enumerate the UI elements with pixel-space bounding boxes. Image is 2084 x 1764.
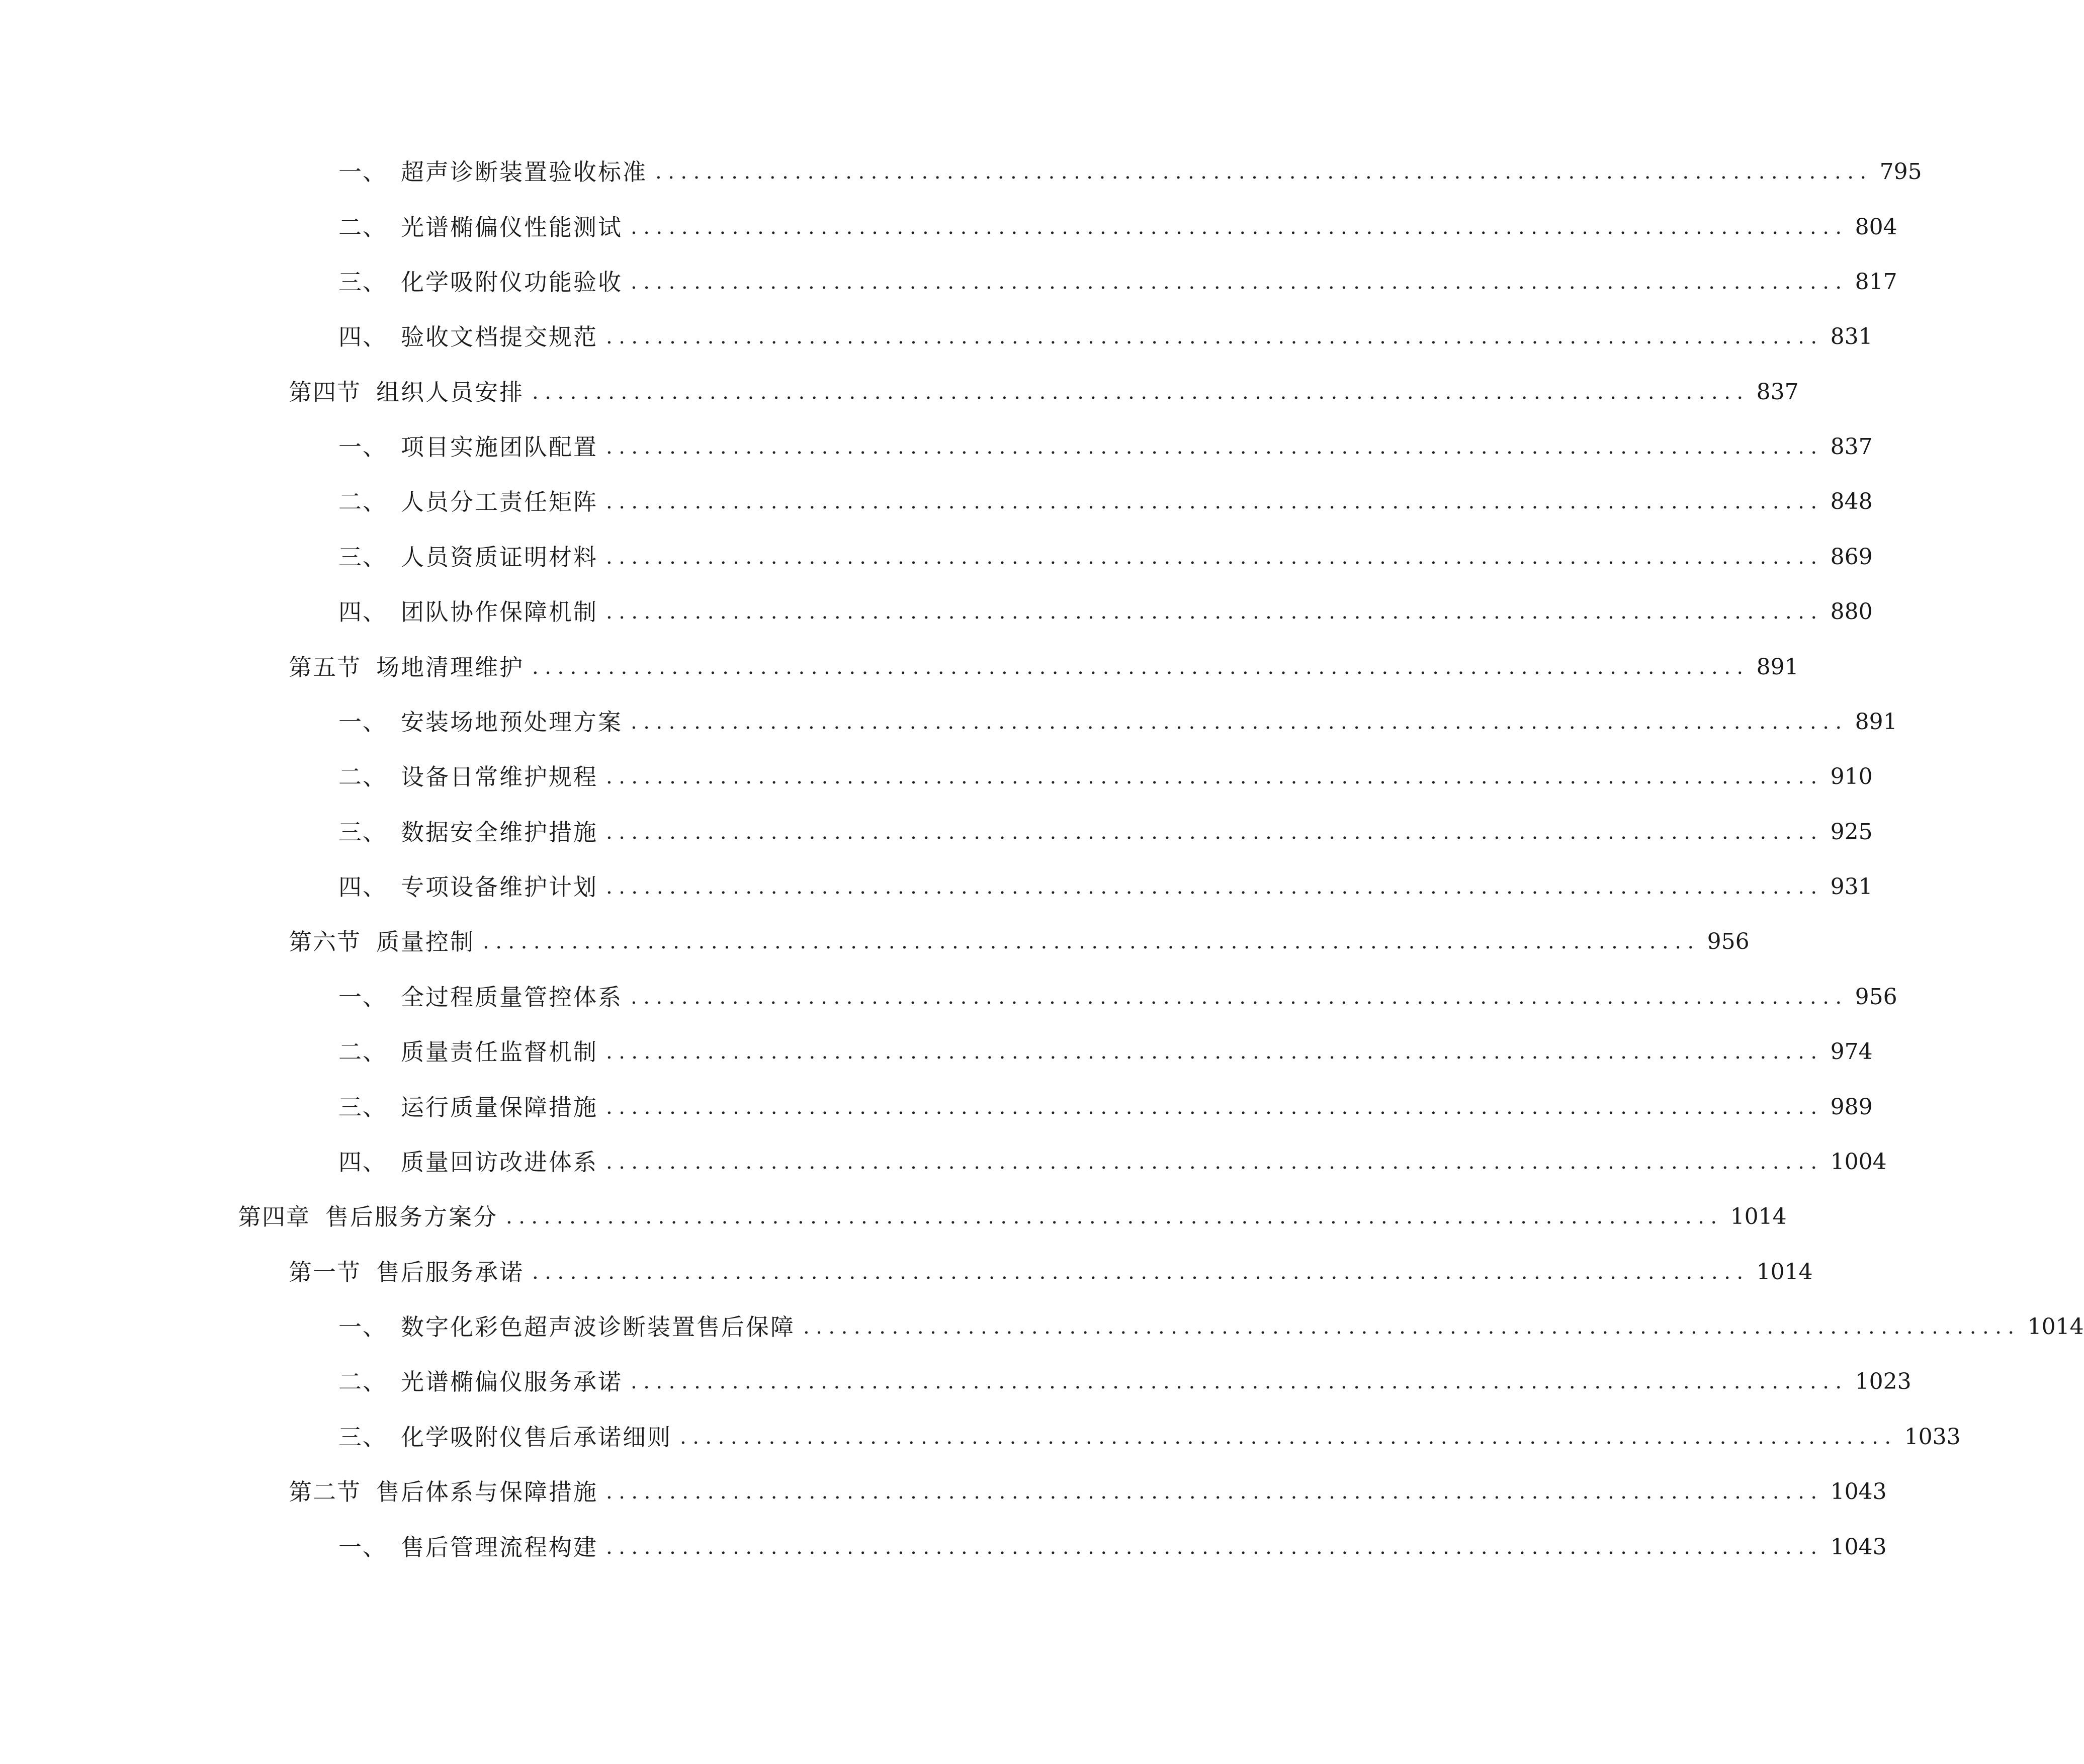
dot-leader: ................................................................................................ [606,546,1824,569]
dot-leader: ................................................................................................ [631,1370,1848,1393]
toc-entry[interactable] [338,1412,1961,1452]
toc-entry[interactable] [338,697,1897,737]
dot-leader: ................................................................................................ [606,600,1824,624]
page-number: 1014 [1756,1259,1813,1285]
entry-number: 三、 [338,1424,387,1451]
toc-entry[interactable] [289,642,1799,682]
dot-leader: ................................................................................................ [631,711,1848,734]
toc-entry[interactable] [338,422,1873,462]
entry-title: 场地清理维护 [376,654,524,681]
toc-entry[interactable] [338,312,1873,352]
entry-title: 设备日常维护规程 [401,763,598,790]
entry-number: 一、 [338,1534,387,1561]
dot-leader: ................................................................................................ [606,1480,1824,1504]
entry-number: 四、 [338,598,387,626]
entry-number: 一、 [338,709,387,736]
entry-number: 二、 [338,1038,387,1066]
entry-number: 三、 [338,544,387,571]
dot-leader: ................................................................................................ [631,271,1848,294]
page-number: 956 [1707,929,1750,954]
page-number: 891 [1855,709,1897,735]
entry-number: 三、 [338,1094,387,1121]
page-number: 848 [1830,489,1873,514]
toc-entry[interactable] [338,972,1897,1012]
toc-entry[interactable] [338,1027,1873,1067]
page-number: 869 [1830,544,1873,570]
page-number: 795 [1879,159,1922,185]
page-number: 931 [1830,874,1873,900]
dot-leader: ................................................................................................ [655,160,1873,184]
dot-leader: ................................................................................................ [606,1536,1824,1559]
toc-entry[interactable] [338,862,1873,902]
page-number: 817 [1855,269,1897,295]
page-number: 925 [1830,819,1873,845]
page-number: 831 [1830,324,1873,349]
entry-number: 四、 [338,323,387,350]
page-number: 1004 [1830,1149,1887,1175]
dot-leader: ................................................................................................ [631,216,1848,239]
entry-number: 第六节 [289,928,361,955]
toc-entry[interactable] [338,1357,1912,1397]
page-number: 910 [1830,764,1873,789]
entry-number: 一、 [338,433,387,461]
entry-number: 四、 [338,1149,387,1176]
toc-entry[interactable] [289,917,1750,957]
dot-leader: ................................................................................................ [631,986,1848,1009]
page-number: 891 [1756,654,1799,680]
dot-leader: ................................................................................................ [606,325,1824,348]
entry-number: 第四节 [289,379,361,406]
entry-title: 人员分工责任矩阵 [401,488,598,515]
dot-leader: ................................................................................................ [680,1426,1897,1449]
toc-entry[interactable] [338,752,1873,792]
entry-number: 一、 [338,1313,387,1341]
toc-entry[interactable] [289,1247,1813,1287]
entry-number: 一、 [338,984,387,1011]
toc-entry[interactable] [289,1467,1887,1507]
page-number: 1043 [1830,1479,1887,1505]
page-number: 837 [1756,379,1799,405]
entry-number: 二、 [338,763,387,790]
entry-title: 团队协作保障机制 [401,598,598,626]
toc-entry[interactable] [338,202,1897,242]
dot-leader: ................................................................................................ [606,1040,1824,1064]
dot-leader: ................................................................................................ [532,381,1750,404]
entry-title: 专项设备维护计划 [401,873,598,901]
entry-number: 第五节 [289,654,361,681]
dot-leader: ................................................................................................ [803,1315,2021,1339]
dot-leader: ................................................................................................ [606,821,1824,844]
entry-title: 数据安全维护措施 [401,819,598,846]
toc-entry[interactable] [338,1302,2084,1342]
entry-number: 一、 [338,158,387,186]
toc-entry[interactable] [338,807,1873,847]
toc-entry[interactable] [338,257,1897,297]
entry-title: 售后服务承诺 [376,1259,524,1286]
toc-entry[interactable] [289,367,1799,407]
entry-title: 全过程质量管控体系 [401,984,623,1011]
entry-number: 三、 [338,819,387,846]
toc-entry[interactable] [238,1192,1787,1232]
entry-title: 售后管理流程构建 [401,1534,598,1561]
page-number: 837 [1830,434,1873,460]
entry-title: 组织人员安排 [376,379,524,406]
page-number: 1014 [1730,1204,1787,1229]
toc-entry[interactable] [338,1082,1873,1122]
toc-entry[interactable] [338,1522,1887,1562]
dot-leader: ................................................................................................ [606,765,1824,788]
entry-title: 光谱椭偏仪服务承诺 [401,1368,623,1395]
entry-title: 超声诊断装置验收标准 [401,158,647,186]
toc-entry[interactable] [338,1137,1887,1177]
page-number: 974 [1830,1039,1873,1065]
dot-leader: ................................................................................................ [606,1096,1824,1119]
entry-title: 质量责任监督机制 [401,1038,598,1066]
entry-title: 光谱椭偏仪性能测试 [401,214,623,241]
page-number: 1023 [1855,1369,1912,1394]
toc-entry[interactable] [338,477,1873,517]
page-number: 880 [1830,599,1873,625]
entry-title: 项目实施团队配置 [401,433,598,461]
toc-entry[interactable] [338,532,1873,572]
entry-title: 验收文档提交规范 [401,323,598,350]
entry-title: 数字化彩色超声波诊断装置售后保障 [401,1313,795,1341]
entry-number: 三、 [338,269,387,296]
dot-leader: ................................................................................................ [483,930,1700,953]
entry-title: 化学吸附仪功能验收 [401,269,623,296]
entry-title: 售后体系与保障措施 [376,1478,598,1506]
dot-leader: ................................................................................................ [532,1261,1750,1284]
entry-title: 人员资质证明材料 [401,544,598,571]
entry-title: 安装场地预处理方案 [401,709,623,736]
entry-number: 四、 [338,873,387,901]
entry-title: 质量回访改进体系 [401,1149,598,1176]
dot-leader: ................................................................................................ [606,435,1824,459]
dot-leader: ................................................................................................ [532,656,1750,679]
page-number: 956 [1855,984,1897,1010]
entry-number: 第四章 [238,1203,310,1230]
entry-title: 售后服务方案分 [325,1203,498,1230]
entry-number: 第二节 [289,1478,361,1506]
entry-title: 质量控制 [376,928,475,955]
page-number: 1033 [1904,1424,1961,1450]
entry-number: 二、 [338,214,387,241]
page-number: 804 [1855,214,1897,240]
dot-leader: ................................................................................................ [506,1205,1723,1228]
page-number: 989 [1830,1094,1873,1120]
entry-title: 运行质量保障措施 [401,1094,598,1121]
dot-leader: ................................................................................................ [606,875,1824,899]
toc-entry[interactable] [338,147,1922,187]
page-number: 1014 [2027,1314,2084,1340]
entry-number: 二、 [338,488,387,515]
page-number: 1043 [1830,1534,1887,1560]
entry-number: 第一节 [289,1259,361,1286]
dot-leader: ................................................................................................ [606,490,1824,513]
entry-title: 化学吸附仪售后承诺细则 [401,1424,672,1451]
toc-entry[interactable] [338,587,1873,627]
entry-number: 二、 [338,1368,387,1395]
dot-leader: ................................................................................................ [606,1151,1824,1174]
